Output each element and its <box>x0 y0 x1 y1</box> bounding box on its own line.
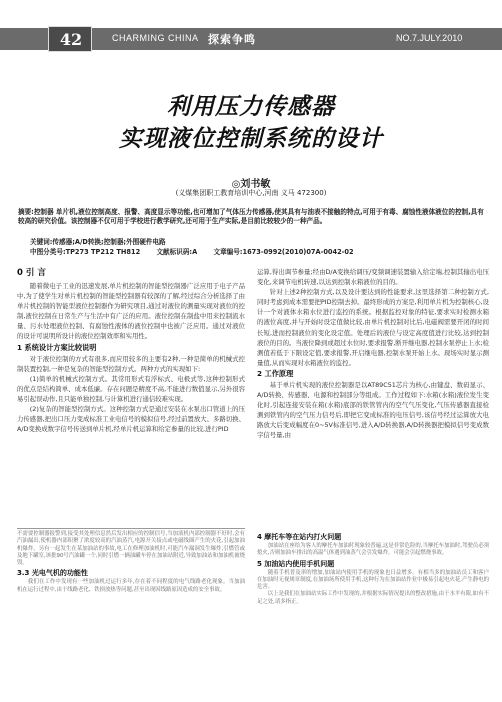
heading-3-3: 3.3 光电气机的功能性 <box>17 569 88 578</box>
paragraph-section-2: 基于单片机实现的液位控制器是以AT89C51芯片为核心,由键盘、数码显示、A/D转换、传感器、电源和控制部分等组成。工作过程如下:水箱(水箱)液位发生变化时,引起连接安装在箱(水箱)底部的铁管管内的空气气压变化,气压传感器直接检测到铁管内的空气压力信号后,即把它变成标准的电压信号,该信号经过运算放大电路放大后变成幅度在0~5V标准信号,进入A/D转换器,A/D转换器把模拟信号变成数字信号量,由 <box>257 380 489 440</box>
author: ◎刘书敏 <box>231 179 271 190</box>
classification-line <box>30 246 368 256</box>
article-number: 文章编号:1673-0992(2010)07A-0042-02 <box>213 248 354 256</box>
abstract: 摘要:控制器 单片机,液位控制高度、报警、高度显示等功能,也可增加了气体压力传感器,使其具有与油表不接触的特点,可用于有毒、腐蚀性液体液位的控制,具有较高的研究价值。该控制器不仅可用于学校进行教学研究,还可用于生产实际,是目前比较较少的一种产品。 <box>18 208 484 225</box>
paragraph-section-1b: (2)复杂的智能型控制方式。这种控制方式是通过安装在水泵出口管道上的压力传感器,把出口压力变成标准工业电信号的模拟信号,经过前置放大、多路切换、A/D变换成数字信号传送到单片机,经单片机运算和给定参量的比较,进行PID <box>17 405 245 434</box>
article-title-line-1: 利用压力传感器 <box>167 93 335 120</box>
magazine-section-cn: 探索争鸣 <box>208 33 256 46</box>
heading-section-1: 1 系统设计方案比较说明 <box>17 342 97 352</box>
paragraph-bottom-right-1: 加油站在座给为客人的摩托车加油时现象较普遍,这是非常危险的,当摩托车加油时,驾驶员必须熄火,否则加油车排出的高温气体遇到油蒸气会引发爆炸。可能会引起燃烧事故。 <box>257 543 489 557</box>
page-number: 42 <box>59 30 83 49</box>
heading-section-4: 4 摩托车等在站内打火问题 <box>257 533 342 541</box>
right-column <box>257 267 489 441</box>
bottom-left-column <box>17 531 245 594</box>
paragraph-design: 针对上述2种控制方式,以及设计要达到的性能要求,这里选择第二种控制方式,同时考虑到成本需要把PID控制去掉。最终形成的方案是,利用单片机为控制核心,设计一个对液体水箱水位进行监控的系统。根据监控对象的特征,要求实时检测水箱的液位高度,并与开始时设定值做比较,由单片机控制对比后,电磁阀需要开闭的时间长短,进而控制液位的变化设定值。处理后的液位与设定高度值进行比较,达到控制液位的目的。当液位降到或超过水位时,要求报警,断开继电器,控制水泵停止上水;检测值若低于下限设定值,要求报警,开启继电器,控制水泵开始上水。现场实时显示测量值,从而实现对水箱液位的监控。 <box>257 288 490 367</box>
paragraph-bottom-right-2: 随着手机普及率的增加,加油站内使用手机的现象也日益增多。有相当多的加油站员工和客户在加油时无视规章制度,在加油场所使用手机,这种行为在加油站作业中极易引起电火花,产生静电的危害。 <box>257 569 489 591</box>
bottom-right-column <box>257 531 489 606</box>
document-code: 文献标识码:A <box>156 248 198 256</box>
column-divider <box>17 528 245 529</box>
magazine-name-en: CHARMING CHINA <box>112 33 199 43</box>
issue-number: NO.7.JULY.2010 <box>396 33 463 43</box>
article-title-line-2: 实现液位控制系统的设计 <box>119 125 383 152</box>
heading-section-5: 5 加油站内使用手机问题 <box>257 559 335 568</box>
page-number-box <box>48 26 92 52</box>
paragraph-introduction: 随着微电子工业的迅速发展,单片机控制的智能型控制器广泛应用于电子产品中,为了使学生对单片机控制的智能型控制器有较深的了解,经过综合分析选择了由单片机控制的智能型液位控制器作为研究项目,通过对液位的测量实现对液位的控制,液位控制在日常生产与生活中有广泛的应用。液位控制在制盐中用来控制流水量、污水处理液位控制、有腐蚀性液体的液位控制中也被广泛应用。通过对液位的设计可说明所设计的液位控制效率和实用性。 <box>17 282 245 341</box>
affiliation: (义煤集团职工教育培训中心,河南 义马 472300) <box>175 189 327 197</box>
clc-number: 中图分类号:TP273 TP212 TH812 <box>30 248 141 256</box>
paragraph-bottom-left-1: 不需要控制器报警到,接受其处理信息然后发出相应的控制信号,当加液机内部控制器不好时,会有汽油漏出,使机器内部积聚了浓度较高的汽油蒸汽,电源开关接点或电磁线圈产生的火花,引起加油机爆炸。另有一起发生在某加油站的事故,电工在修理加油机时,可能汽车漏洞发生爆炸,引燃管或及地下罐室,该批90号汽油罐一个,同时引燃一辆油罐车停在加油站附近,导致加油站和加油机被烧毁。 <box>17 531 245 567</box>
left-column <box>17 267 245 434</box>
keywords: 关键词:传感器;A/D转换;控制器;外围硬件电路 <box>30 238 166 246</box>
heading-section-2: 2 工作原理 <box>257 368 294 378</box>
paragraph-bottom-left-2: 我们在工作中发现有一些加油机过运行多年,存在着不同程度的电气线路老化现象。当加油机在运行过程中,由于线路老化、铁损放热等问题,甚至出现因线路原因造成的安全事故。 <box>17 579 245 593</box>
heading-introduction: 0 引 言 <box>17 268 46 278</box>
paragraph-section-1: 对于液位控制的方式有很多,而应用较多的主要有2种,一种是简单的机械式控制装置控制,一种是复杂的智能型控制方式。两种方式的实现如下: <box>17 354 245 373</box>
paragraph-continued: 运算,得出调节参量;经由D/A变换给调压/变频调速装置输入给定端,控制其输出电压变化,来调节电机转速,以达到控制水箱液位的目的。 <box>257 268 489 287</box>
paragraph-section-1a: (1)简单的机械式控制方式。其常用形式有浮标式、电极式等,这种控制形式的优点是结构简单、成本低廉。存在问题是精度不高,不能进行数值显示,另外很容易引起误动作,且只能单独控制,与计算机进行通信较难实现。 <box>17 374 245 403</box>
paragraph-bottom-right-3: 以上是我们在加油站实际工作中发现的,并根据实际情况提出的整改措施,由于水平有限,如有不足之处,请多指正。 <box>257 591 489 605</box>
